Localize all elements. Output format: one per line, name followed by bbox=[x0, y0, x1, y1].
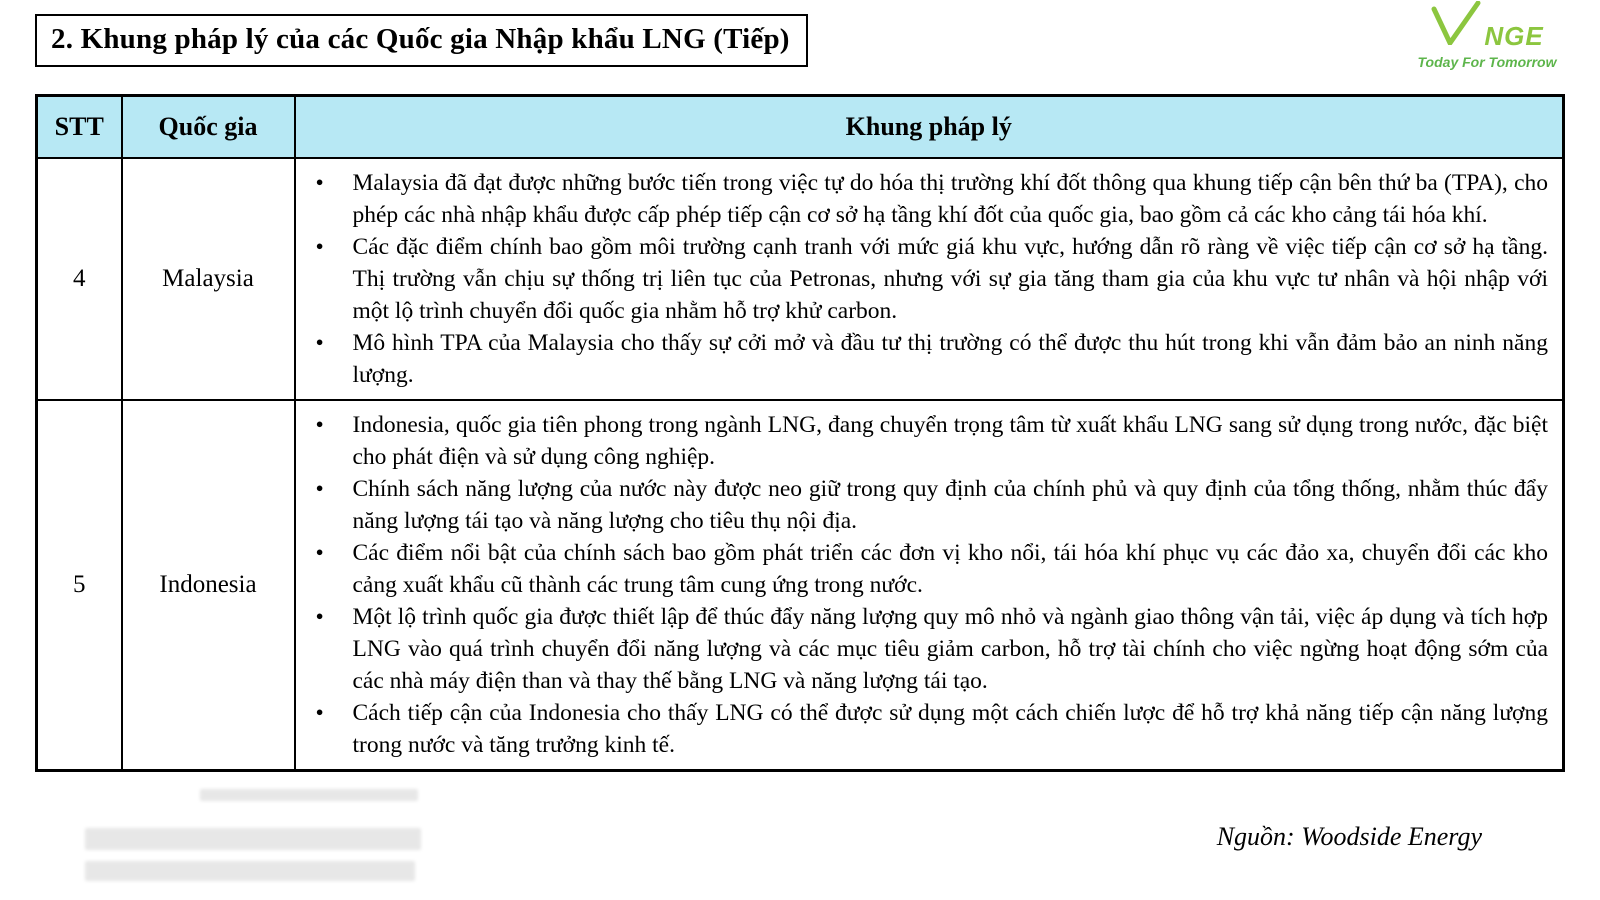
bullet-item: • Các đặc điểm chính bao gồm môi trường cạnh tranh với mức giá khu vực, hướng dẫn rõ ràng về việc tiếp cận cơ sở hạ tầng. Thị trường vẫn chịu sự thống trị liên tục của Petronas, nhưng với sự gia tăng tham gia của khu vực tư nhân và hội nhập với một lộ trình chuyển đổi quốc gia nhằm hỗ trợ khử carbon. bbox=[296, 231, 1549, 327]
bullet-item: • Indonesia, quốc gia tiên phong trong ngành LNG, đang chuyển trọng tâm từ xuất khẩu LNG sang sử dụng trong nước, đặc biệt cho phát điện và sử dụng công nghiệp. bbox=[296, 409, 1549, 473]
table-header-row bbox=[37, 96, 1564, 159]
country-name: Indonesia bbox=[122, 400, 295, 771]
ghost-artifact bbox=[200, 789, 418, 801]
bullet-list bbox=[296, 409, 1549, 761]
stt-value: 5 bbox=[37, 400, 122, 771]
header-country: Quốc gia bbox=[122, 96, 295, 159]
ghost-artifact bbox=[85, 861, 415, 881]
bullet-item: • Một lộ trình quốc gia được thiết lập để thúc đẩy năng lượng quy mô nhỏ và ngành giao thông vận tải, việc áp dụng và tích hợp LNG vào quá trình chuyển đổi năng lượng và các mục tiêu giảm carbon, hỗ trợ tài chính cho việc ngừng hoạt động sớm của các nhà máy điện than và thay thế bằng LNG và năng lượng tái tạo. bbox=[296, 601, 1549, 697]
header-framework: Khung pháp lý bbox=[295, 96, 1564, 159]
bullet-item: • Cách tiếp cận của Indonesia cho thấy LNG có thể được sử dụng một cách chiến lược để hỗ trợ khả năng tiếp cận năng lượng trong nước và tăng trưởng kinh tế. bbox=[296, 697, 1549, 761]
bullet-item: • Chính sách năng lượng của nước này được neo giữ trong quy định của chính phủ và quy định của tổng thống, nhằm thúc đẩy năng lượng tái tạo và năng lượng cho tiêu thụ nội địa. bbox=[296, 473, 1549, 537]
logo-tagline: Today For Tomorrow bbox=[1417, 54, 1557, 70]
header-stt: STT bbox=[37, 96, 122, 159]
framework-content bbox=[295, 158, 1564, 400]
table-row-indonesia bbox=[37, 400, 1564, 771]
bullet-list bbox=[296, 167, 1549, 391]
bullet-item: • Mô hình TPA của Malaysia cho thấy sự cởi mở và đầu tư thị trường có thể được thu hút trong khi vẫn đảm bảo an ninh năng lượng. bbox=[296, 327, 1549, 391]
source-note: Nguồn: Woodside Energy bbox=[1216, 822, 1482, 851]
logo-check-icon bbox=[1430, 1, 1482, 50]
title-box bbox=[35, 14, 808, 67]
legal-framework-table bbox=[35, 94, 1565, 772]
bullet-item: • Malaysia đã đạt được những bước tiến trong việc tự do hóa thị trường khí đốt thông qua khung tiếp cận bên thứ ba (TPA), cho phép các nhà nhập khẩu được cấp phép tiếp cận cơ sở hạ tầng khí đốt của quốc gia, bao gồm cả các kho cảng tái hóa khí. bbox=[296, 167, 1549, 231]
logo-text: NGE bbox=[1484, 21, 1544, 51]
framework-content bbox=[295, 400, 1564, 771]
vnge-logo bbox=[1412, 6, 1562, 70]
country-name: Malaysia bbox=[122, 158, 295, 400]
page-title: 2. Khung pháp lý của các Quốc gia Nhập khẩu LNG (Tiếp) bbox=[51, 23, 790, 55]
bullet-item: • Các điểm nổi bật của chính sách bao gồm phát triển các đơn vị kho nổi, tái hóa khí phục vụ các đảo xa, chuyển đổi các kho cảng xuất khẩu cũ thành các trung tâm cung ứng trong nước. bbox=[296, 537, 1549, 601]
ghost-artifact bbox=[85, 828, 421, 850]
table-row-malaysia bbox=[37, 158, 1564, 400]
stt-value: 4 bbox=[37, 158, 122, 400]
